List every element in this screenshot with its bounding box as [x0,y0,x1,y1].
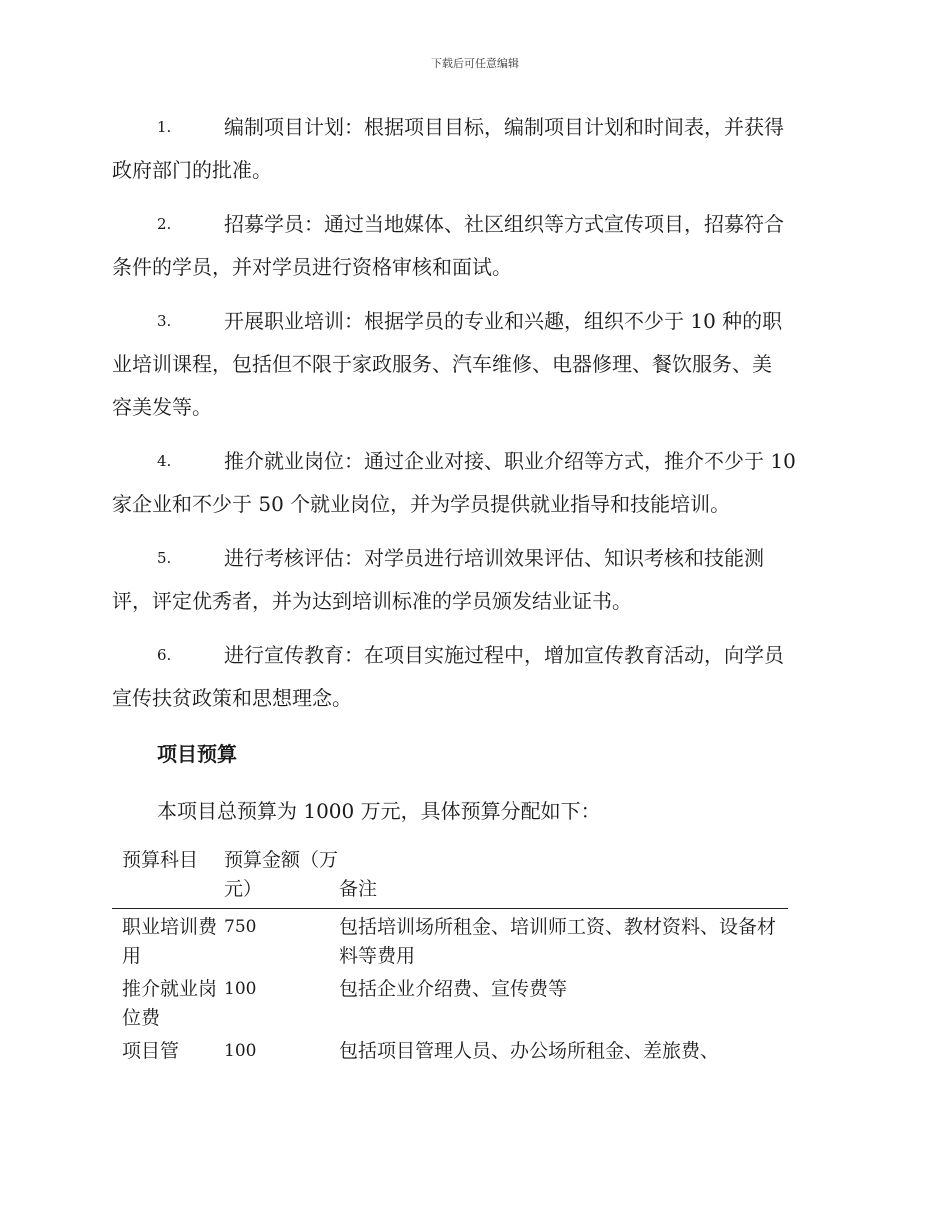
budget-intro: 本项目总预算为 1000 万元，具体预算分配如下： [157,799,601,823]
item-text-cont: 容美发等。 [112,395,212,419]
section-heading: 项目预算 [157,742,237,766]
table-row [112,913,788,971]
item-number: 2. [157,215,172,233]
list-item [112,203,837,289]
item-number: 1. [157,118,172,136]
item-text: 招募学员：通过当地媒体、社区组织等方式宣传项目，招募符合 [224,212,784,236]
item-number: 5. [157,549,172,567]
cell-amount: 100 [224,1041,257,1061]
cell-budget-item: 项目管 [122,1040,180,1062]
item-number: 6. [157,646,172,664]
table-header-row [112,846,788,909]
list-item [112,300,837,429]
cell-budget-item: 推介就业岗位费 [122,978,218,1029]
item-text-cont: 条件的学员，并对学员进行资格审核和面试。 [112,255,512,279]
list-item [112,106,837,192]
item-text-cont: 政府部门的批准。 [112,158,272,182]
header-budget-amount: 预算金额（万元） [224,849,339,900]
item-text-cont: 家企业和不少于 50 个就业岗位，并为学员提供就业指导和技能培训。 [112,492,731,516]
item-number: 4. [157,452,172,470]
item-text-cont: 宣传扶贫政策和思想理念。 [112,686,352,710]
item-text-cont: 评，评定优秀者，并为达到培训标准的学员颁发结业证书。 [112,589,632,613]
header-budget-item: 预算科目 [122,849,199,871]
item-text: 推介就业岗位：通过企业对接、职业介绍等方式，推介不少于 10 [224,449,796,473]
list-item [112,440,837,526]
item-text: 进行宣传教育：在项目实施过程中，增加宣传教育活动，向学员 [224,643,784,667]
cell-note: 包括项目管理人员、办公场所租金、差旅费、 [339,1040,720,1062]
list-item [112,634,837,720]
header-note: 备注 [339,878,378,900]
table-row [112,1037,788,1066]
cell-budget-item: 职业培训费用 [122,916,218,967]
list-item [112,537,837,623]
item-text: 开展职业培训：根据学员的专业和兴趣，组织不少于 10 种的职 [224,309,783,333]
cell-note: 包括企业介绍费、宣传费等 [339,978,568,1000]
table-row [112,975,788,1033]
item-text: 编制项目计划：根据项目目标，编制项目计划和时间表，并获得 [224,115,784,139]
cell-amount: 750 [224,917,257,937]
page-header: 下载后可任意编辑 [431,57,519,70]
cell-note: 包括培训场所租金、培训师工资、教材资料、设备材料等费用 [339,916,777,967]
item-text: 进行考核评估：对学员进行培训效果评估、知识考核和技能测 [224,546,764,570]
cell-amount: 100 [224,979,257,999]
budget-table [112,846,788,1070]
item-text-cont: 业培训课程，包括但不限于家政服务、汽车维修、电器修理、餐饮服务、美 [112,352,772,376]
item-number: 3. [157,312,172,330]
